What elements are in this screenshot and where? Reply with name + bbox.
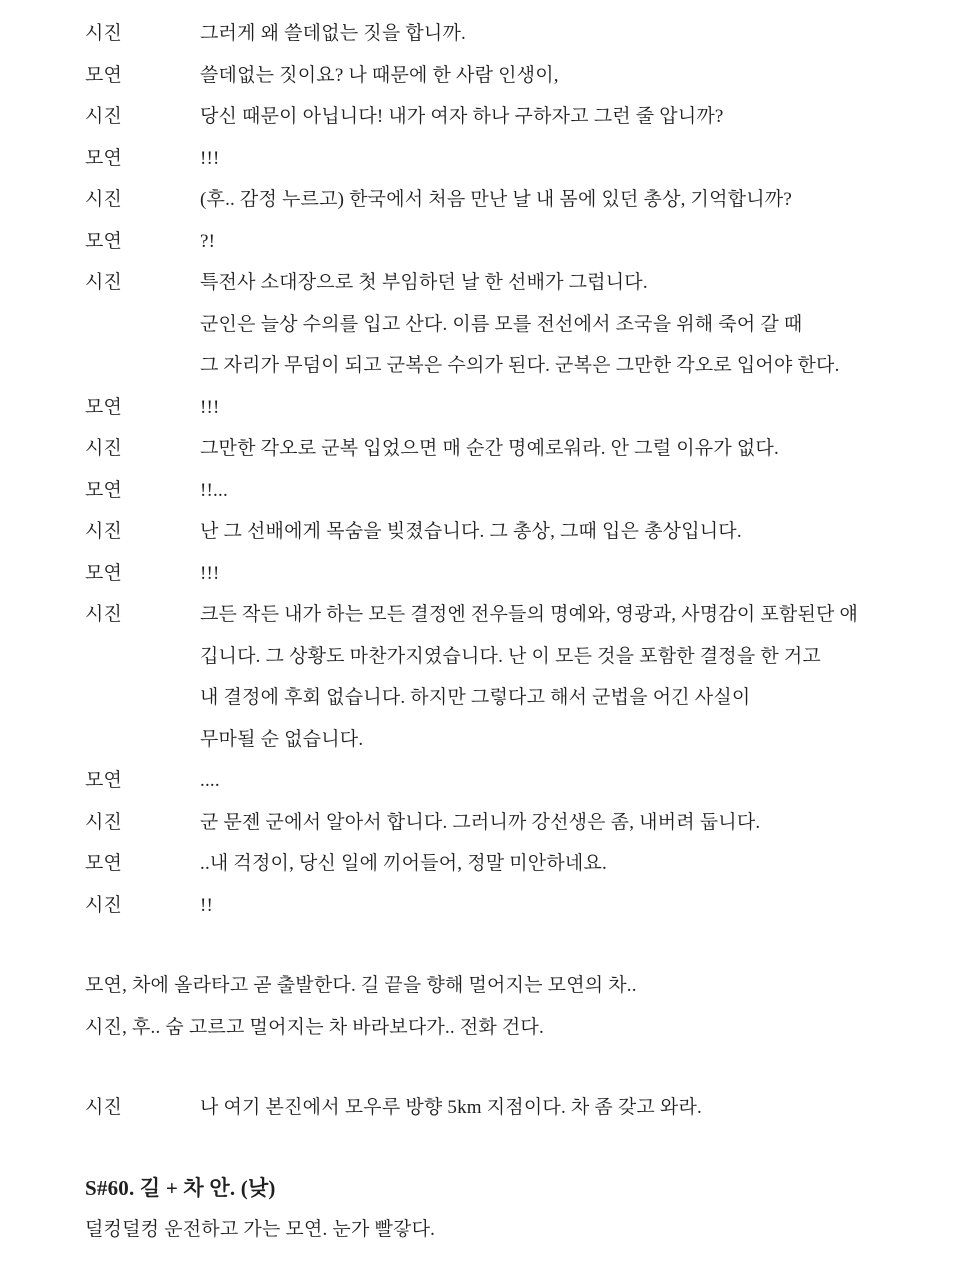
dialogue-text: ..내 걱정이, 당신 일에 끼어들어, 정말 미안하네요. (200, 853, 607, 874)
dialogue-row (85, 885, 930, 927)
dialogue-row (85, 428, 930, 470)
speaker-name: 시진 (85, 894, 123, 916)
speaker-name: 모연 (85, 853, 123, 874)
speaker-name: 시진 (85, 438, 123, 459)
action-line (85, 1209, 930, 1251)
speaker-name: 모연 (85, 770, 123, 791)
dialogue-text: !!! (200, 562, 220, 584)
dialogue-text: .... (200, 770, 220, 791)
dialogue-continuation-row (85, 677, 930, 719)
speaker-name: 모연 (85, 562, 123, 584)
dialogue-text: 깁니다. 그 상황도 마찬가지였습니다. 난 이 모든 것을 포함한 결정을 한 거고 (200, 645, 821, 667)
action-text: 모연, 차에 올라타고 곧 출발한다. 길 끝을 향해 멀어지는 모연의 차.. (85, 975, 637, 996)
dialogue-text: 난 그 선배에게 목숨을 빚졌습니다. 그 총상, 그때 입은 총상입니다. (200, 521, 742, 542)
speaker-name: 시진 (85, 1097, 123, 1118)
dialogue-text: 나 여기 본진에서 모우루 방향 5km 지점이다. 차 좀 갖고 와라. (200, 1097, 702, 1118)
dialogue-text: !!! (200, 147, 220, 169)
dialogue-row (85, 802, 930, 844)
dialogue-row (85, 387, 930, 429)
dialogue-continuation-row (85, 636, 930, 678)
dialogue-row (85, 179, 930, 221)
speaker-name: 시진 (85, 604, 123, 625)
dialogue-text: 당신 때문이 아닙니다! 내가 여자 하나 구하자고 그런 줄 압니까? (200, 106, 724, 127)
dialogue-text: 무마될 순 없습니다. (200, 728, 364, 750)
dialogue-continuation-row (85, 719, 930, 761)
dialogue-row (85, 553, 930, 595)
dialogue-row (85, 221, 930, 263)
dialogue-row (85, 262, 930, 304)
speaker-name: 모연 (85, 479, 123, 501)
dialogue-text: 그만한 각오로 군복 입었으면 매 순간 명예로워라. 안 그럴 이유가 없다. (200, 438, 779, 459)
dialogue-text: 군인은 늘상 수의를 입고 산다. 이름 모를 전선에서 조국을 위해 죽어 갈 때 (200, 313, 803, 335)
speaker-name: 모연 (85, 396, 123, 418)
speaker-name: 시진 (85, 272, 123, 293)
scene-heading-text: S#60. 길 + 차 안. (낮) (85, 1175, 276, 1200)
speaker-name: 시진 (85, 106, 123, 127)
scene-heading (85, 1168, 930, 1210)
dialogue-row (85, 138, 930, 180)
speaker-name: 시진 (85, 811, 123, 833)
dialogue-row (85, 1087, 930, 1129)
dialogue-text: 그러게 왜 쓸데없는 짓을 합니까. (200, 23, 466, 44)
speaker-name: 모연 (85, 230, 123, 252)
speaker-name: 모연 (85, 64, 123, 86)
dialogue-row (85, 13, 930, 55)
dialogue-text: !!... (200, 479, 228, 501)
dialogue-text: 크든 작든 내가 하는 모든 결정엔 전우들의 명예와, 영광과, 사명감이 포함된단 얘 (200, 604, 859, 625)
action-text: 시진, 후.. 숨 고르고 멀어지는 차 바라보다가.. 전화 건다. (85, 1016, 544, 1038)
dialogue-row (85, 470, 930, 512)
speaker-name: 모연 (85, 147, 123, 169)
dialogue-text: !!! (200, 396, 220, 418)
dialogue-text: ?! (200, 230, 216, 252)
dialogue-text: 그 자리가 무덤이 되고 군복은 수의가 된다. 군복은 그만한 각오로 입어야 한다. (200, 355, 840, 376)
action-text: 덜컹덜컹 운전하고 가는 모연. 눈가 빨갛다. (85, 1219, 436, 1240)
dialogue-text: 쓸데없는 짓이요? 나 때문에 한 사람 인생이, (200, 64, 559, 86)
dialogue-continuation-row (85, 304, 930, 346)
action-line (85, 965, 930, 1007)
dialogue-text: 내 결정에 후회 없습니다. 하지만 그렇다고 해서 군법을 어긴 사실이 (200, 687, 751, 708)
dialogue-text: !! (200, 894, 214, 916)
dialogue-text: (후.. 감정 누르고) 한국에서 처음 만난 날 내 몸에 있던 총상, 기억합니까? (200, 189, 792, 210)
dialogue-text: 군 문젠 군에서 알아서 합니다. 그러니까 강선생은 좀, 내버려 둡니다. (200, 811, 761, 833)
dialogue-row (85, 843, 930, 885)
dialogue-row (85, 594, 930, 636)
speaker-name: 시진 (85, 189, 123, 210)
dialogue-continuation-row (85, 345, 930, 387)
dialogue-row (85, 96, 930, 138)
speaker-name: 시진 (85, 521, 123, 542)
dialogue-text: 특전사 소대장으로 첫 부임하던 날 한 선배가 그럽니다. (200, 272, 648, 293)
speaker-name: 시진 (85, 23, 123, 44)
action-line (85, 1007, 930, 1049)
dialogue-row (85, 511, 930, 553)
dialogue-row (85, 760, 930, 802)
dialogue-row (85, 55, 930, 97)
